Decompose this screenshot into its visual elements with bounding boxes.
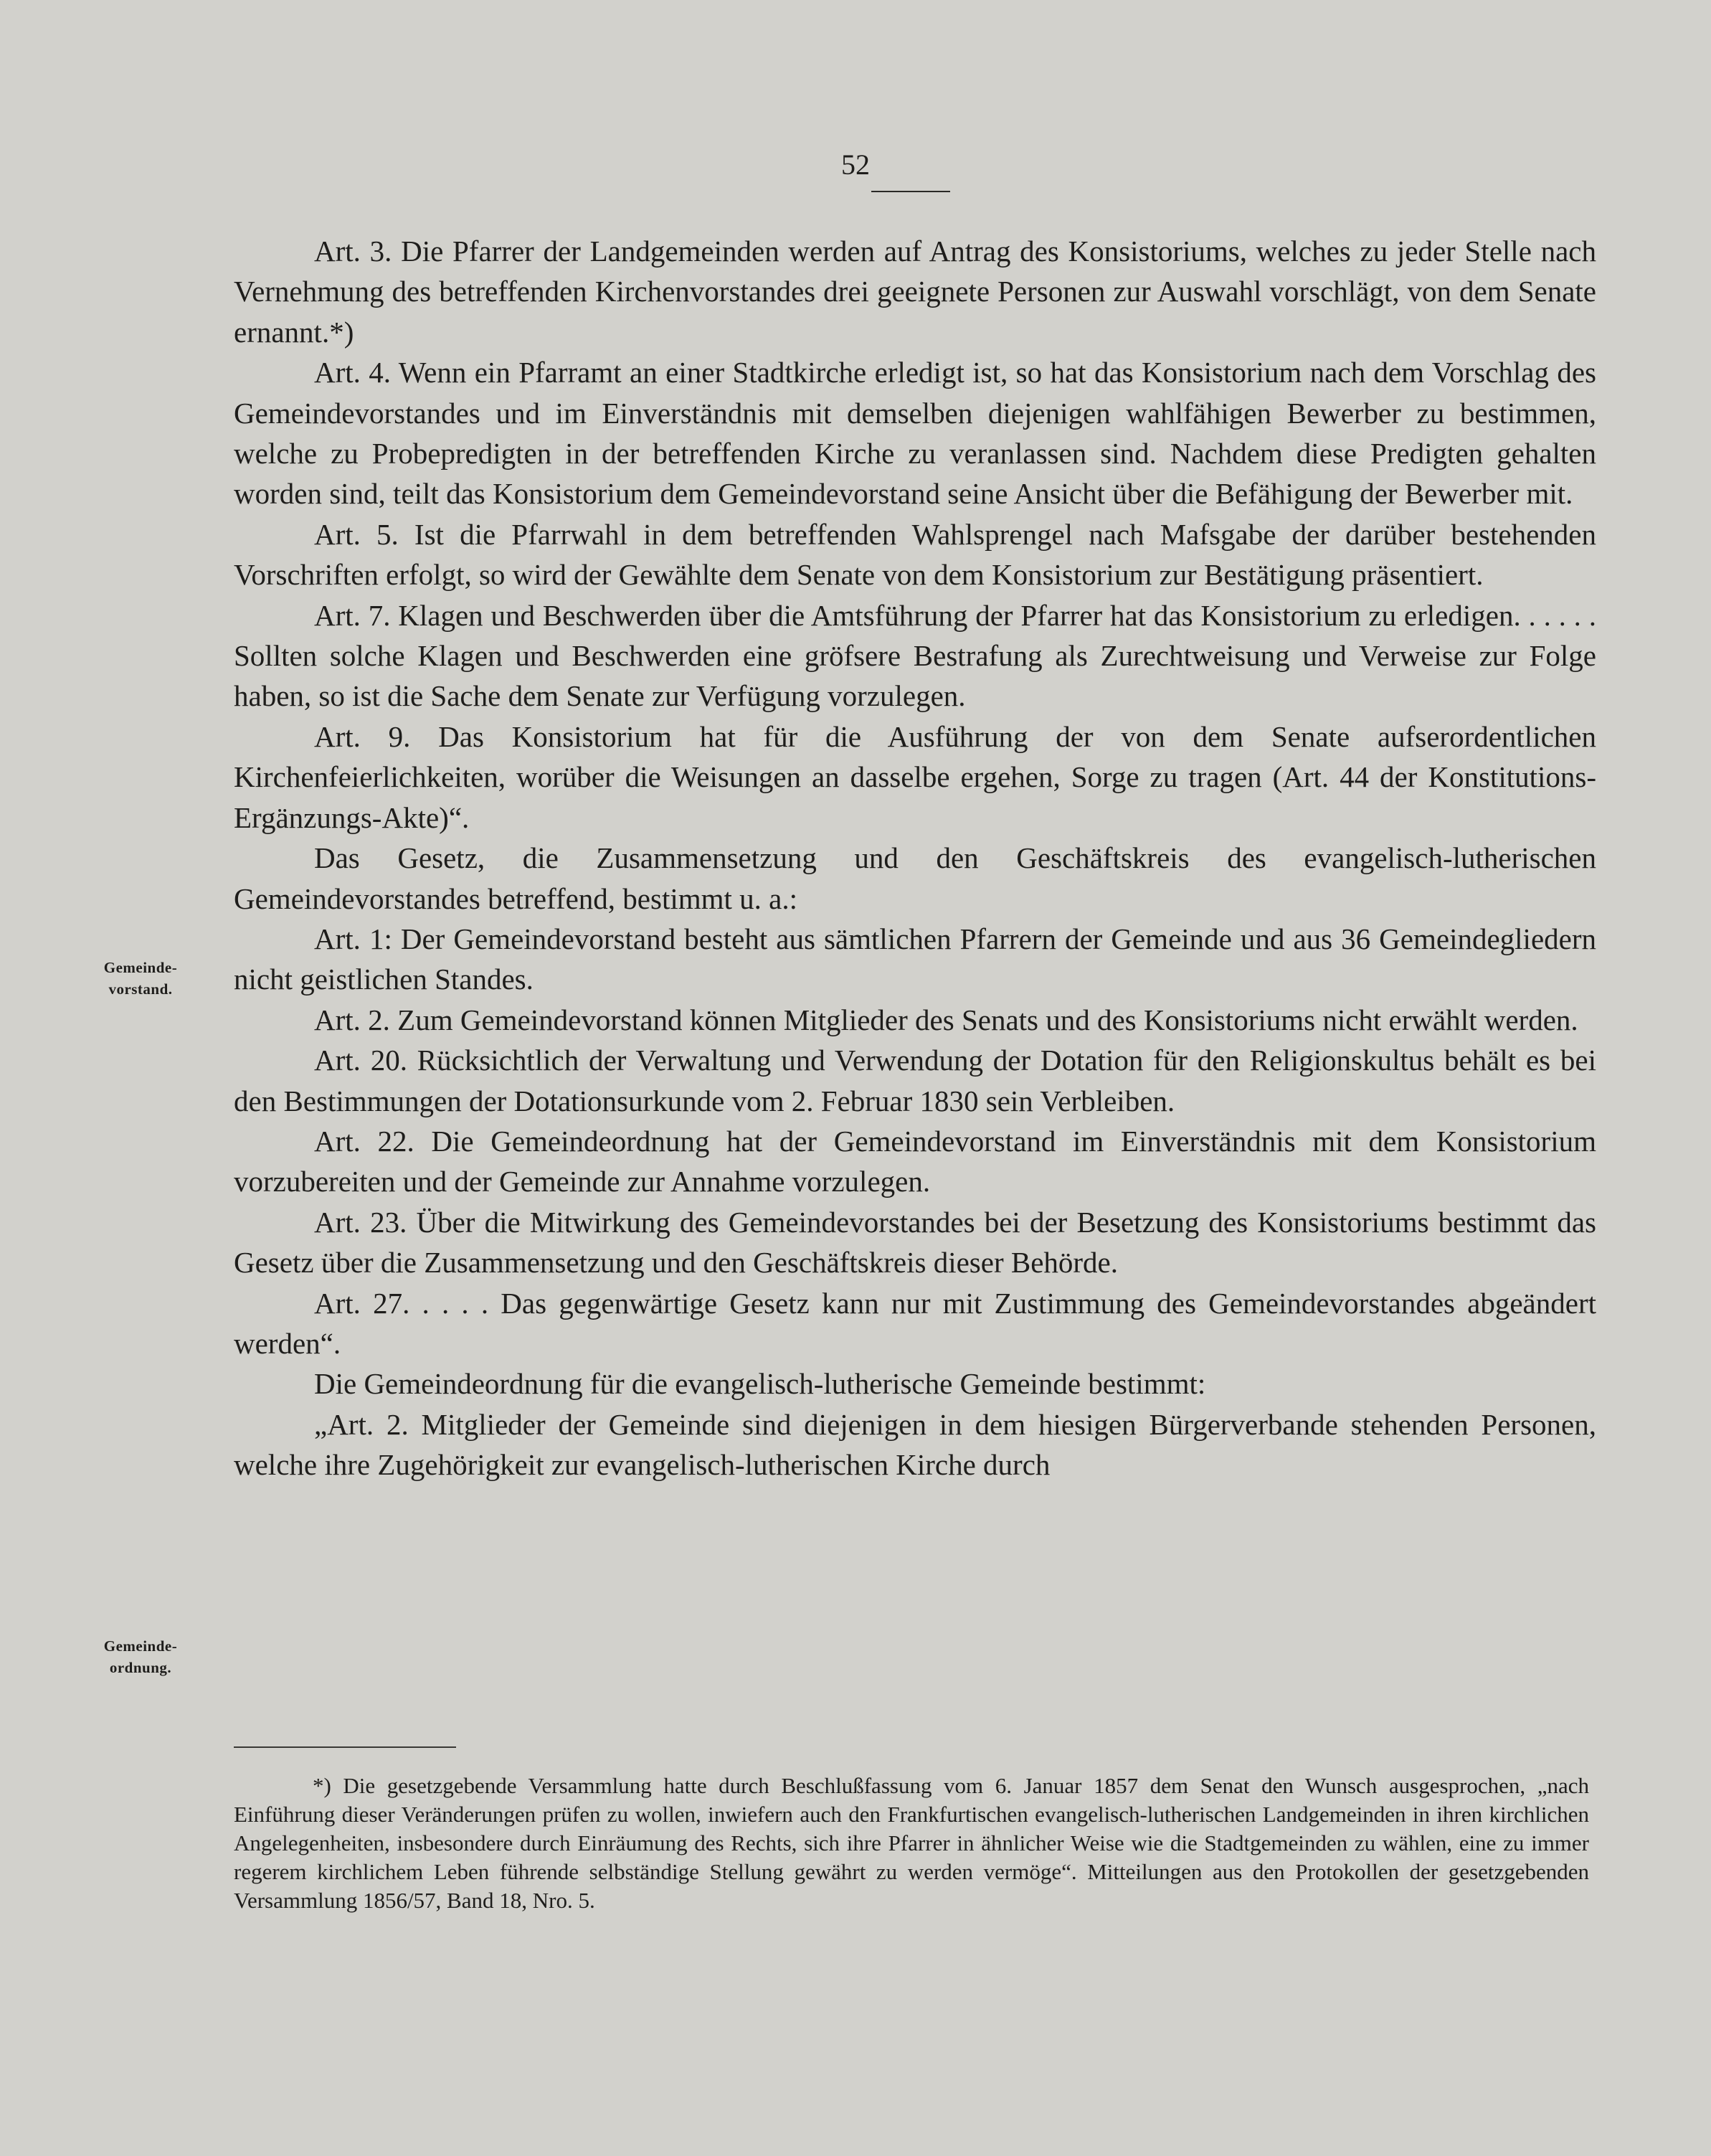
paragraph-art-5: Art. 5. Ist die Pfarrwahl in dem betreffenden Wahlsprengel nach Mafsgabe der darüber bestehenden Vorschriften erfolgt, so wird der Gewählte dem Senate von dem Konsistorium zur Bestätigung präsentiert. [234, 517, 1596, 592]
paragraph-art-3: Art. 3. Die Pfarrer der Landgemeinden werden auf Antrag des Konsistoriums, welches zu jeder Stelle nach Vernehmung des betreffenden Kirchenvorstandes drei geeignete Personen zur Auswahl vorschlägt, von dem Senate ernannt.*) [234, 235, 1596, 349]
paragraph-art-9: Art. 9. Das Konsistorium hat für die Ausführung der von dem Senate aufserordentlichen Kirchenfeierlichkeiten, worüber die Weisungen an dasselbe ergehen, Sorge zu tragen (Art. 44 der Konstitutions-Ergänzungs-Akte)“. [234, 719, 1596, 834]
margin-note-text: Gemeinde- ordnung. [103, 1637, 178, 1676]
paragraph-gv-art-2: Art. 2. Zum Gemeindevorstand können Mitglieder des Senats und des Konsistoriums nicht erwählt werden. [314, 1003, 1578, 1036]
margin-note-text: Gemeinde- vorstand. [103, 959, 178, 998]
margin-note-gemeindevorstand [69, 957, 212, 1000]
paragraph-gv-art-20: Art. 20. Rücksichtlich der Verwaltung und Verwendung der Dotation für den Religionskultus behält es bei den Bestimmungen der Dotationsurkunde vom 2. Februar 1830 sein Verbleiben. [234, 1044, 1596, 1117]
paragraph-gv-art-23: Art. 23. Über die Mitwirkung des Gemeindevorstandes bei der Besetzung des Konsistoriums bestimmt das Gesetz über die Zusammensetzung und den Geschäftskreis dieser Behörde. [234, 1205, 1596, 1280]
footnote [234, 1772, 1589, 1915]
footnote-text: *) Die gesetzgebende Versammlung hatte durch Beschlußfassung vom 6. Januar 1857 dem Senat den Wunsch ausgesprochen, „nach Einführung dieser Veränderungen prüfen zu wollen, inwiefern auch den Frankfurtischen evangelisch-lutherischen Landgemeinden in ihren kirchlichen Angelegenheiten, insbesondere durch Einräumung des Rechts, sich ihre Pfarrer in ähnlicher Weise wie die Stadtgemeinden zu wählen, eine zu immer regerem kirchlichem Leben führende selbständige Stellung gewährt zu werden vermöge“. Mitteilungen aus den Protokollen der gesetzgebenden Versammlung 1856/57, Band 18, Nro. 5. [234, 1773, 1589, 1913]
margin-note-gemeindeordnung [69, 1635, 212, 1678]
paragraph-gv-art-1: Art. 1: Der Gemeindevorstand besteht aus sämtlichen Pfarrern der Gemeinde und aus 36 Gemeindegliedern nicht geistlichen Standes. [234, 922, 1596, 996]
paragraph-art-7: Art. 7. Klagen und Beschwerden über die Amtsführung der Pfarrer hat das Konsistorium zu erledigen. . . . . . Sollten solche Klagen und Beschwerden eine gröfsere Bestrafung als Zurechtweisung und Verweise zur Folge haben, so ist die Sache dem Senate zur Verfügung vorzulegen. [234, 598, 1596, 713]
paragraph-gv-art-22: Art. 22. Die Gemeindeordnung hat der Gemeindevorstand im Einverständnis mit dem Konsistorium vorzubereiten und der Gemeinde zur Annahme vorzulegen. [234, 1124, 1596, 1198]
body-text [234, 231, 1596, 1485]
paragraph-go-art-2: „Art. 2. Mitglieder der Gemeinde sind diejenigen in dem hiesigen Bürgerverbande stehenden Personen, welche ihre Zugehörigkeit zur evangelisch-lutherischen Kirche durch [234, 1407, 1596, 1482]
paragraph-gesetz-gemeindevorstand: Das Gesetz, die Zusammensetzung und den Geschäftskreis des evangelisch-lutherischen Gemeindevorstandes betreffend, bestimmt u. a.: [234, 841, 1596, 915]
paragraph-art-4: Art. 4. Wenn ein Pfarramt an einer Stadtkirche erledigt ist, so hat das Konsistorium nach dem Vorschlag des Gemeindevorstandes und im Einverständnis mit demselben diejenigen wahlfähigen Bewerber zu bestimmen, welche zu Probepredigten in der betreffenden Kirche zu veranlassen sind. Nachdem diese Predigten gehalten worden sind, teilt das Konsistorium dem Gemeindevorstand seine Ansicht über die Befähigung der Bewerber mit. [234, 356, 1596, 511]
page-number-rule [871, 191, 950, 192]
footnote-rule [234, 1746, 456, 1748]
paragraph-gemeindeordnung-intro: Die Gemeindeordnung für die evangelisch-lutherische Gemeinde bestimmt: [314, 1367, 1206, 1401]
page-number: 52 [841, 148, 870, 181]
paragraph-gv-art-27: Art. 27. . . . . Das gegenwärtige Gesetz kann nur mit Zustimmung des Gemeindevorstandes abgeändert werden“. [234, 1286, 1596, 1360]
